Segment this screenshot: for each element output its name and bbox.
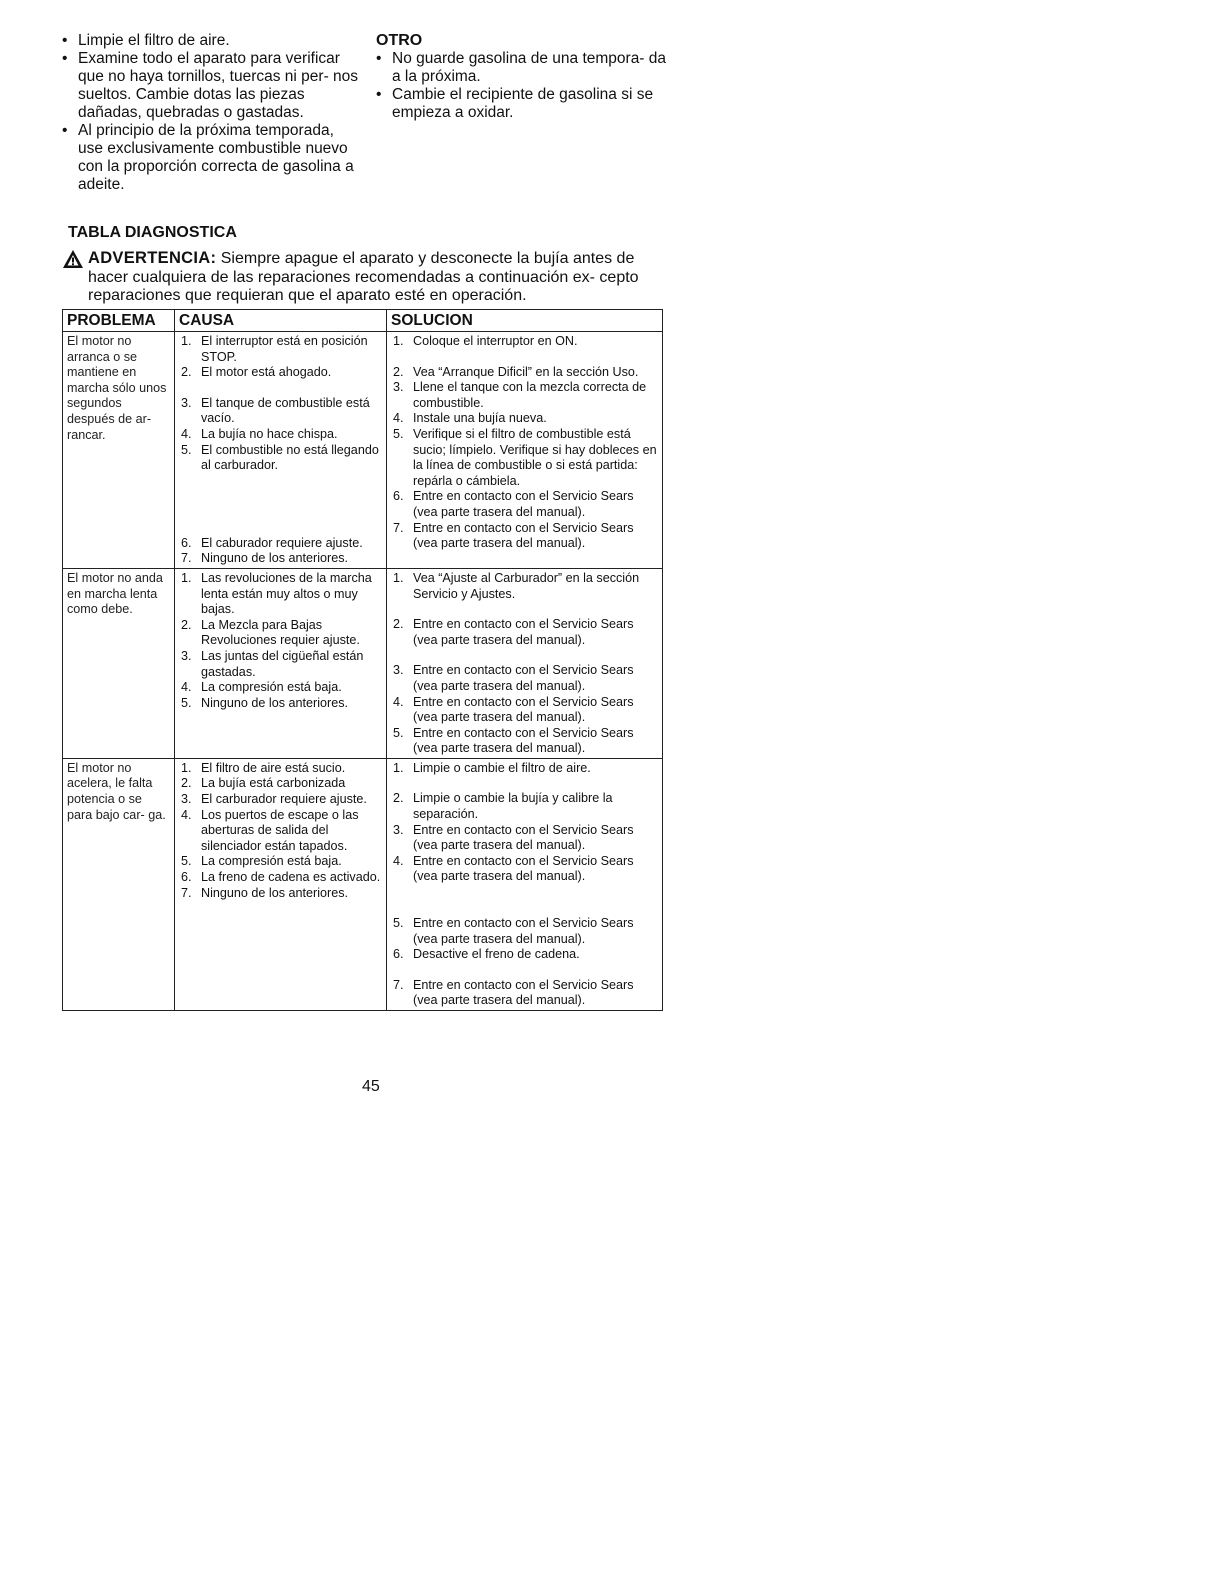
cause-item: 5. Ninguno de los anteriores. — [181, 695, 349, 710]
cause-item: 5. La compresión está baja. — [181, 854, 342, 869]
problem-cell: El motor no arranca o se mantiene en marcha sólo unos segundos después de ar- rancar. — [63, 332, 175, 569]
solution-item: 4. Entre en contacto con el Servicio Sears (vea parte trasera del manual). — [393, 694, 634, 725]
cause-item: 5. El combustible no está llegando al carburador. — [181, 442, 379, 473]
solution-item: 2. Limpie o cambie la bujía y calibre la separación. — [393, 791, 613, 822]
cause-item: 7. Ninguno de los anteriores. — [181, 885, 349, 900]
cause-item: 6. La freno de cadena es activado. — [181, 870, 381, 885]
bullet-item: • Examine todo el aparato para verificar que no haya tornillos, tuercas ni per- nos sueltos. Cambie dotas las piezas dañadas, quebradas o gastadas. — [62, 50, 359, 121]
solution-item: 5. Entre en contacto con el Servicio Sears (vea parte trasera del manual). — [393, 916, 634, 946]
problem-cell: El motor no acelera, le falta potencia o se para bajo car- ga. — [63, 758, 175, 1010]
solution-item: 7. Entre en contacto con el Servicio Sears (vea parte trasera del manual). — [393, 977, 634, 1008]
table-row — [63, 332, 663, 569]
cause-item: 1. Las revoluciones de la marcha lenta están muy altos o muy bajas. — [181, 570, 372, 617]
table-row — [63, 568, 663, 758]
otro-section — [376, 32, 668, 122]
diagnostic-table — [62, 309, 663, 1011]
bullet-item: • Al principio de la próxima temporada, use exclusivamente combustible nuevo con la proporción correcta de gasolina a adeite. — [62, 122, 354, 193]
solution-cell — [387, 332, 663, 569]
cause-item: 1. El filtro de aire está sucio. — [181, 760, 346, 775]
solution-item: 2. Vea “Arranque Dificil” en la sección Uso. — [393, 364, 639, 379]
solution-item: 7. Entre en contacto con el Servicio Sears (vea parte trasera del manual). — [393, 520, 634, 551]
cause-item: 2. La Mezcla para Bajas Revoluciones requier ajuste. — [181, 617, 360, 648]
solution-item: 1. Limpie o cambie el filtro de aire. — [393, 760, 591, 775]
header-problema: PROBLEMA — [63, 310, 175, 332]
table-row — [63, 758, 663, 1010]
solution-item: 4. Entre en contacto con el Servicio Sears (vea parte trasera del manual). — [393, 853, 634, 884]
bullet-item: • Cambie el recipiente de gasolina si se empieza a oxidar. — [376, 86, 654, 121]
warning-text: Siempre apague el aparato y desconecte la bujía antes de hacer cualquiera de las reparaciones recomendadas a continuación ex- cepto reparaciones que requieran que el aparato esté en operación. — [88, 250, 639, 304]
solution-item: 6. Desactive el freno de cadena. — [393, 947, 580, 962]
otro-bullet-list — [376, 50, 668, 122]
cause-item: 1. El interruptor está en posición STOP. — [181, 334, 368, 364]
cause-item: 6. El caburador requiere ajuste. — [181, 535, 363, 550]
solution-item: 4. Instale una bujía nueva. — [393, 411, 547, 426]
maintenance-bullet-list — [62, 32, 362, 194]
solution-item: 5. Verifique si el filtro de combustible está sucio; límpielo. Verifique si hay dobleces en la línea de combustible o si está partida: repárla o cámbiela. — [393, 426, 657, 488]
warning-block — [62, 249, 662, 306]
page-number: 45 — [362, 1078, 380, 1095]
cause-cell — [175, 758, 387, 1010]
cause-item: 3. El tanque de combustible está vacío. — [181, 395, 370, 426]
cause-cell — [175, 332, 387, 569]
cause-item: 2. El motor está ahogado. — [181, 365, 332, 380]
solution-item: 6. Entre en contacto con el Servicio Sears (vea parte trasera del manual). — [393, 489, 634, 519]
solution-item: 2. Entre en contacto con el Servicio Sears (vea parte trasera del manual). — [393, 617, 634, 647]
warning-icon — [62, 249, 84, 269]
header-causa: CAUSA — [175, 310, 387, 332]
cause-item: 2. La bujía está carbonizada — [181, 776, 346, 791]
problem-cell: El motor no anda en marcha lenta como debe. — [63, 568, 175, 758]
solution-item: 3. Llene el tanque con la mezcla correcta de combustible. — [393, 380, 647, 410]
cause-item: 4. Los puertos de escape o las aberturas de salida del silenciador están tapados. — [181, 807, 359, 853]
section-title: TABLA DIAGNOSTICA — [68, 224, 237, 241]
solution-item: 1. Vea “Ajuste al Carburador” en la sección Servicio y Ajustes. — [393, 570, 640, 601]
cause-item: 3. El carburador requiere ajuste. — [181, 792, 367, 807]
table-header-row — [63, 310, 663, 332]
cause-item: 7. Ninguno de los anteriores. — [181, 551, 349, 566]
otro-title: OTRO — [376, 32, 423, 49]
solution-item: 1. Coloque el interruptor en ON. — [393, 334, 578, 348]
solution-cell — [387, 568, 663, 758]
bullet-item: • No guarde gasolina de una tempora- da a la próxima. — [376, 50, 667, 85]
solution-item: 3. Entre en contacto con el Servicio Sears (vea parte trasera del manual). — [393, 663, 634, 693]
solution-cell — [387, 758, 663, 1010]
cause-item: 3. Las juntas del cigüeñal están gastadas. — [181, 648, 364, 679]
cause-cell — [175, 568, 387, 758]
solution-item: 5. Entre en contacto con el Servicio Sears (vea parte trasera del manual). — [393, 725, 634, 756]
cause-item: 4. La compresión está baja. — [181, 680, 342, 695]
cause-item: 4. La bujía no hace chispa. — [181, 426, 338, 441]
solution-item: 3. Entre en contacto con el Servicio Sears (vea parte trasera del manual). — [393, 822, 634, 853]
header-solucion: SOLUCION — [387, 310, 663, 332]
warning-label: ADVERTENCIA: — [88, 249, 217, 267]
bullet-item: • Limpie el filtro de aire. — [62, 32, 230, 49]
